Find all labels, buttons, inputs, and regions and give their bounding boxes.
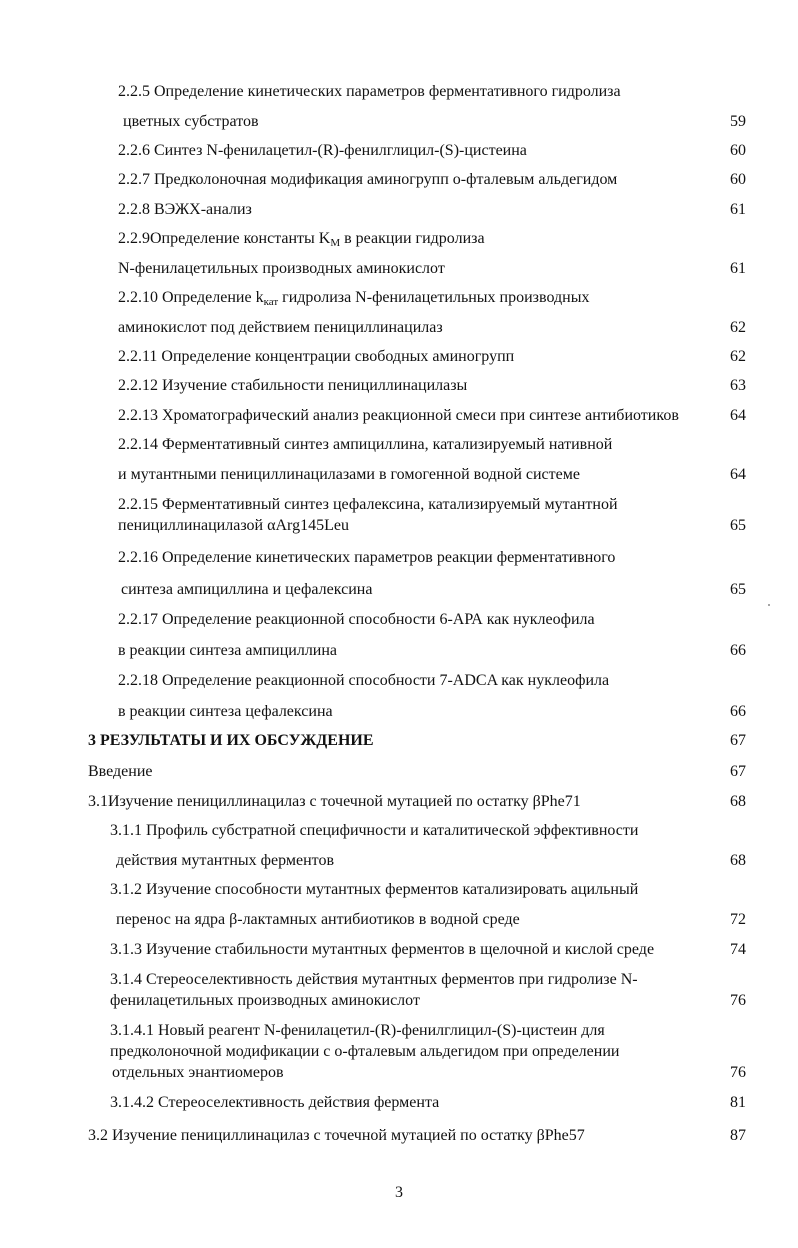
toc-chapter-3-page: 67 [730,732,746,749]
toc-entry-2-2-10-subscript: кат [263,296,279,308]
toc-entry-2-2-10-text: 2.2.10 Определение k [118,289,264,306]
toc-entry-2-2-16-line2: синтеза ампициллина и цефалексина [121,581,373,598]
toc-entry-3-1-4-1-line1: 3.1.4.1 Новый реагент N-фенилацетил-(R)-фенилглицил-(S)-цистеин для [110,1022,605,1039]
toc-entry-3-1-1-page: 68 [730,852,746,869]
toc-entry-3-1-3: 3.1.3 Изучение стабильности мутантных ферментов в щелочной и кислой среде [110,941,655,958]
toc-entry-3-1-2-line2: перенос на ядра β-лактамных антибиотиков в водной среде [116,911,520,928]
toc-entry-2-2-9-line1 [118,229,485,253]
toc-entry-3-1-2-page: 72 [730,911,746,928]
toc-entry-2-2-15-line2: пенициллинацилазой αArg145Leu [118,517,349,534]
toc-entry-2-2-17-line2: в реакции синтеза ампициллина [118,642,338,659]
toc-entry-2-2-12: 2.2.12 Изучение стабильности пенициллинацилазы [118,377,468,394]
toc-entry-2-2-6: 2.2.6 Синтез N-фенилацетил-(R)-фенилглицил-(S)-цистеина [118,142,527,159]
toc-entry-3-1-4-2: 3.1.4.2 Стереоселективность действия фермента [110,1094,440,1111]
toc-entry-2-2-16-line1: 2.2.16 Определение кинетических параметров реакции ферментативного [118,549,616,566]
toc-entry-2-2-17-line1: 2.2.17 Определение реакционной способности 6-АРА как нуклеофила [118,611,595,628]
toc-entry-2-2-13-page: 64 [730,407,746,424]
toc-entry-3-1: 3.1Изучение пенициллинацилаз с точечной мутацией по остатку βPhe71 [88,793,581,810]
toc-entry-2-2-11-page: 62 [730,348,746,365]
scan-speck [768,604,770,606]
toc-entry-2-2-5-page: 59 [730,113,746,130]
toc-entry-2-2-7: 2.2.7 Предколоночная модификация аминогрупп о-фталевым альдегидом [118,171,618,188]
toc-entry-3-1-1-line1: 3.1.1 Профиль субстратной специфичности и каталитической эффективности [110,822,639,839]
toc-entry-2-2-9-subscript: M [330,237,341,249]
toc-entry-2-2-8: 2.2.8 ВЭЖХ-анализ [118,201,252,218]
toc-entry-3-1-4-2-page: 81 [730,1094,746,1111]
page-number: 3 [395,1184,403,1201]
toc-chapter-3: 3 РЕЗУЛЬТАТЫ И ИХ ОБСУЖДЕНИЕ [88,732,374,749]
toc-entry-2-2-14-line1: 2.2.14 Ферментативный синтез ампициллина, катализируемый нативной [118,436,613,453]
toc-entry-2-2-15-line1: 2.2.15 Ферментативный синтез цефалексина, катализируемый мутантной [118,496,618,513]
toc-entry-2-2-10-line1 [118,288,589,312]
toc-entry-2-2-5-line2: цветных субстратов [123,113,259,130]
toc-entry-2-2-8-page: 61 [730,201,746,218]
toc-entry-2-2-9-text: 2.2.9Определение константы K [118,230,331,247]
toc-entry-2-2-9-line2: N-фенилацетильных производных аминокислот [118,260,445,277]
toc-entry-3-2-page: 87 [730,1127,746,1144]
toc-entry-2-2-18-line1: 2.2.18 Определение реакционной способности 7-ADCA как нуклеофила [118,672,610,689]
toc-entry-2-2-11: 2.2.11 Определение концентрации свободных аминогрупп [118,348,515,365]
toc-entry-intro: Введение [88,763,153,780]
toc-entry-2-2-16-page: 65 [730,581,746,598]
toc-entry-3-1-4-1-page: 76 [730,1064,746,1081]
toc-entry-3-1-4-line1: 3.1.4 Стереоселективность действия мутантных ферментов при гидролизе N- [110,971,638,988]
toc-entry-3-1-4-page: 76 [730,992,746,1009]
toc-entry-2-2-18-line2: в реакции синтеза цефалексина [118,703,333,720]
toc-entry-intro-page: 67 [730,763,746,780]
toc-entry-2-2-14-page: 64 [730,466,746,483]
toc-entry-2-2-10-page: 62 [730,319,746,336]
toc-entry-2-2-17-page: 66 [730,642,746,659]
toc-entry-2-2-6-page: 60 [730,142,746,159]
toc-entry-2-2-5-line1: 2.2.5 Определение кинетических параметров ферментативного гидролиза [118,83,621,100]
toc-entry-3-1-1-line2: действия мутантных ферментов [116,852,335,869]
toc-entry-2-2-10-rest: гидролиза N-фенилацетильных производных [278,289,590,306]
toc-entry-3-1-4-1-line2: предколоночной модификации с о-фталевым альдегидом при определении [110,1043,620,1060]
toc-entry-3-1-2-line1: 3.1.2 Изучение способности мутантных ферментов катализировать ацильный [110,881,639,898]
toc-entry-3-1-page: 68 [730,793,746,810]
toc-entry-3-1-4-line2: фенилацетильных производных аминокислот [110,992,420,1009]
toc-entry-2-2-15-page: 65 [730,517,746,534]
toc-entry-2-2-7-page: 60 [730,171,746,188]
toc-entry-2-2-18-page: 66 [730,703,746,720]
toc-entry-2-2-13: 2.2.13 Хроматографический анализ реакционной смеси при синтезе антибиотиков [118,407,679,424]
toc-entry-2-2-12-page: 63 [730,377,746,394]
toc-entry-3-1-4-1-line3: отдельных энантиомеров [112,1064,284,1081]
toc-entry-3-1-3-page: 74 [730,941,746,958]
toc-entry-3-2: 3.2 Изучение пенициллинацилаз с точечной мутацией по остатку βPhe57 [88,1127,585,1144]
toc-entry-2-2-10-line2: аминокислот под действием пенициллинацилаз [118,319,443,336]
toc-entry-2-2-9-rest: в реакции гидролиза [340,230,485,247]
toc-entry-2-2-9-page: 61 [730,260,746,277]
toc-entry-2-2-14-line2: и мутантными пенициллинацилазами в гомогенной водной системе [118,466,580,483]
